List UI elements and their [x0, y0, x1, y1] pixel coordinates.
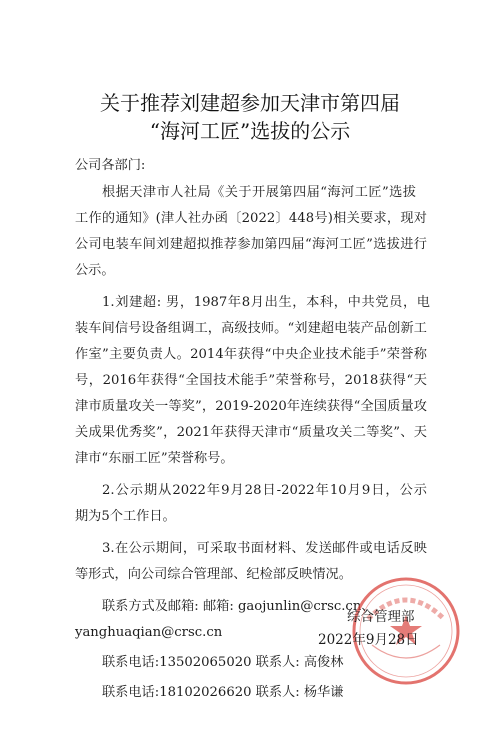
body-line: 津市质量攻关一等奖”，2019-2020年连续获得“全国质量攻: [75, 399, 427, 414]
contact-email-line-2: yanghuaqian@crsc.cn: [75, 625, 223, 640]
body-line: 根据天津市人社局《关于开展第四届“海河工匠”选拔: [102, 185, 416, 200]
body-line: 1.刘建超: 男，1987年8月出生，本科，中共党员，电: [102, 295, 430, 310]
body-line: 津市“东丽工匠”荣誉称号。: [75, 451, 234, 466]
body-line: 公司电装车间刘建超拟推荐参加第四届“海河工匠”选拔进行: [75, 237, 427, 252]
signature-department: 综合管理部: [347, 609, 415, 625]
body-line: 2.公示期从2022年9月28日-2022年10月9日，公示: [102, 483, 427, 498]
body-line: 3.在公示期间，可采取书面材料、发送邮件或电话反映: [102, 541, 427, 556]
body-line: 公示。: [75, 263, 115, 278]
salutation: 公司各部门:: [75, 158, 146, 173]
contact-phone-2: 联系电话:18102026620 联系人: 杨华谦: [102, 685, 344, 700]
body-line: 作室”主要负责人。2014年获得“中央企业技术能手”荣誉称: [75, 347, 427, 362]
doc-title-line1: 关于推荐刘建超参加天津市第四届: [100, 91, 400, 115]
doc-title-line2: “海河工匠”选拔的公示: [149, 119, 351, 143]
contact-phone-1: 联系电话:13502065020 联系人: 高俊林: [102, 655, 344, 670]
body-line: 工作的通知》(津人社办函〔2022〕448号)相关要求，现对: [75, 211, 427, 226]
contact-email-line: 联系方式及邮箱: 邮箱: gaojunlin@crsc.cn、: [102, 599, 375, 614]
body-line: 期为5个工作日。: [75, 509, 176, 524]
body-line: 关成果优秀奖”，2021年获得天津市“质量攻关二等奖”、天: [75, 425, 427, 440]
body-line: 等形式，向公司综合管理部、纪检部反映情况。: [75, 567, 352, 582]
signature-date: 2022年9月28日: [318, 632, 419, 648]
body-line: 装车间信号设备组调工，高级技师。“刘建超电装产品创新工: [75, 321, 427, 336]
body-line: 号，2016年获得“全国技术能手”荣誉称号，2018获得“天: [75, 373, 427, 388]
